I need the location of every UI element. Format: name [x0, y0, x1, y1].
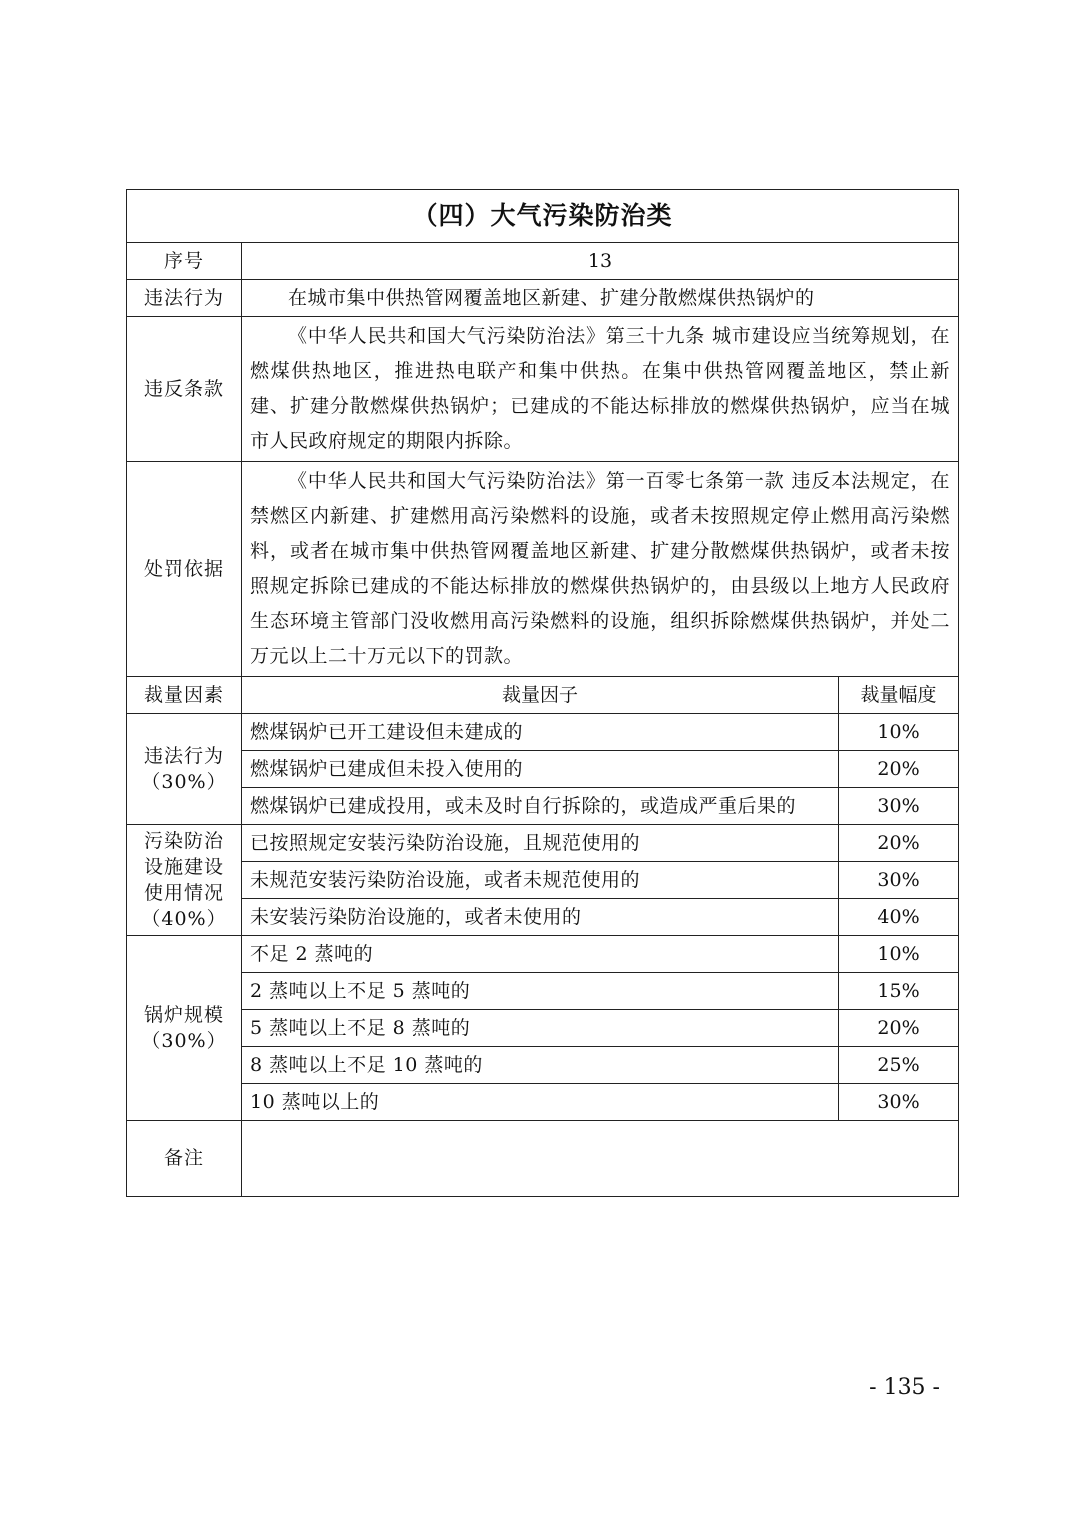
factor-percentage: 20%: [839, 825, 959, 862]
remarks-value: [242, 1121, 959, 1197]
factor-item: 5 蒸吨以上不足 8 蒸吨的: [242, 1010, 839, 1047]
section-title: （四）大气污染防治类: [127, 190, 959, 243]
factor-item: 燃煤锅炉已开工建设但未建成的: [242, 714, 839, 751]
factor-item: 8 蒸吨以上不足 10 蒸吨的: [242, 1047, 839, 1084]
behavior-label: 违法行为: [127, 280, 242, 317]
factor-group-label-line: 锅炉规模: [143, 1004, 224, 1026]
violated-clause-text: 《中华人民共和国大气污染防治法》第三十九条 城市建设应当统筹规划，在燃煤供热地区，推进热电联产和集中供热。在集中供热管网覆盖地区，禁止新建、扩建分散燃煤供热锅炉；已建成的不能达标排放的燃煤供热锅炉，应当在城市人民政府规定的期限内拆除。: [242, 317, 959, 462]
factor-item: 已按照规定安装污染防治设施，且规范使用的: [242, 825, 839, 862]
factor-item: 未规范安装污染防治设施，或者未规范使用的: [242, 862, 839, 899]
range-column-header: 裁量幅度: [839, 677, 959, 714]
factor-group-label-line: （30%）: [141, 771, 227, 793]
factor-percentage: 40%: [839, 899, 959, 936]
factor-item: 2 蒸吨以上不足 5 蒸吨的: [242, 973, 839, 1010]
seq-label: 序号: [127, 243, 242, 280]
factor-percentage: 30%: [839, 788, 959, 825]
factor-group-label-line: 污染防治: [143, 830, 224, 852]
factor-group-label-line: （30%）: [141, 1030, 227, 1052]
behavior-text: 在城市集中供热管网覆盖地区新建、扩建分散燃煤供热锅炉的: [242, 280, 959, 317]
factor-percentage: 30%: [839, 1084, 959, 1121]
factor-group-label-line: 违法行为: [143, 745, 224, 767]
factor-group-boiler-scale: [127, 936, 242, 1121]
factor-percentage: 15%: [839, 973, 959, 1010]
factor-group-label-line: （40%）: [141, 908, 227, 930]
factor-item: 未安装污染防治设施的，或者未使用的: [242, 899, 839, 936]
factor-percentage: 10%: [839, 936, 959, 973]
factor-item: 燃煤锅炉已建成投用，或未及时自行拆除的，或造成严重后果的: [242, 788, 839, 825]
factor-item: 10 蒸吨以上的: [242, 1084, 839, 1121]
factor-percentage: 20%: [839, 1010, 959, 1047]
seq-value: 13: [242, 243, 959, 280]
factor-group-facilities: [127, 825, 242, 936]
penalty-discretion-table: [126, 189, 959, 1197]
factor-item: 不足 2 蒸吨的: [242, 936, 839, 973]
page-number: - 135 -: [869, 1375, 940, 1400]
factor-column-header: 裁量因素: [127, 677, 242, 714]
violated-clause-label: 违反条款: [127, 317, 242, 462]
factor-percentage: 10%: [839, 714, 959, 751]
factor-percentage: 25%: [839, 1047, 959, 1084]
item-column-header: 裁量因子: [242, 677, 839, 714]
factor-group-label-line: 使用情况: [143, 882, 224, 904]
factor-group-label-line: 设施建设: [143, 856, 224, 878]
factor-percentage: 30%: [839, 862, 959, 899]
factor-group-behavior: [127, 714, 242, 825]
penalty-basis-label: 处罚依据: [127, 462, 242, 677]
penalty-basis-text: 《中华人民共和国大气污染防治法》第一百零七条第一款 违反本法规定，在禁燃区内新建、扩建燃用高污染燃料的设施，或者未按照规定停止燃用高污染燃料，或者在城市集中供热管网覆盖地区新建、扩建分散燃煤供热锅炉，或者未按照规定拆除已建成的不能达标排放的燃煤供热锅炉的，由县级以上地方人民政府生态环境主管部门没收燃用高污染燃料的设施，组织拆除燃煤供热锅炉，并处二万元以上二十万元以下的罚款。: [242, 462, 959, 677]
remarks-label: 备注: [127, 1121, 242, 1197]
factor-percentage: 20%: [839, 751, 959, 788]
factor-item: 燃煤锅炉已建成但未投入使用的: [242, 751, 839, 788]
